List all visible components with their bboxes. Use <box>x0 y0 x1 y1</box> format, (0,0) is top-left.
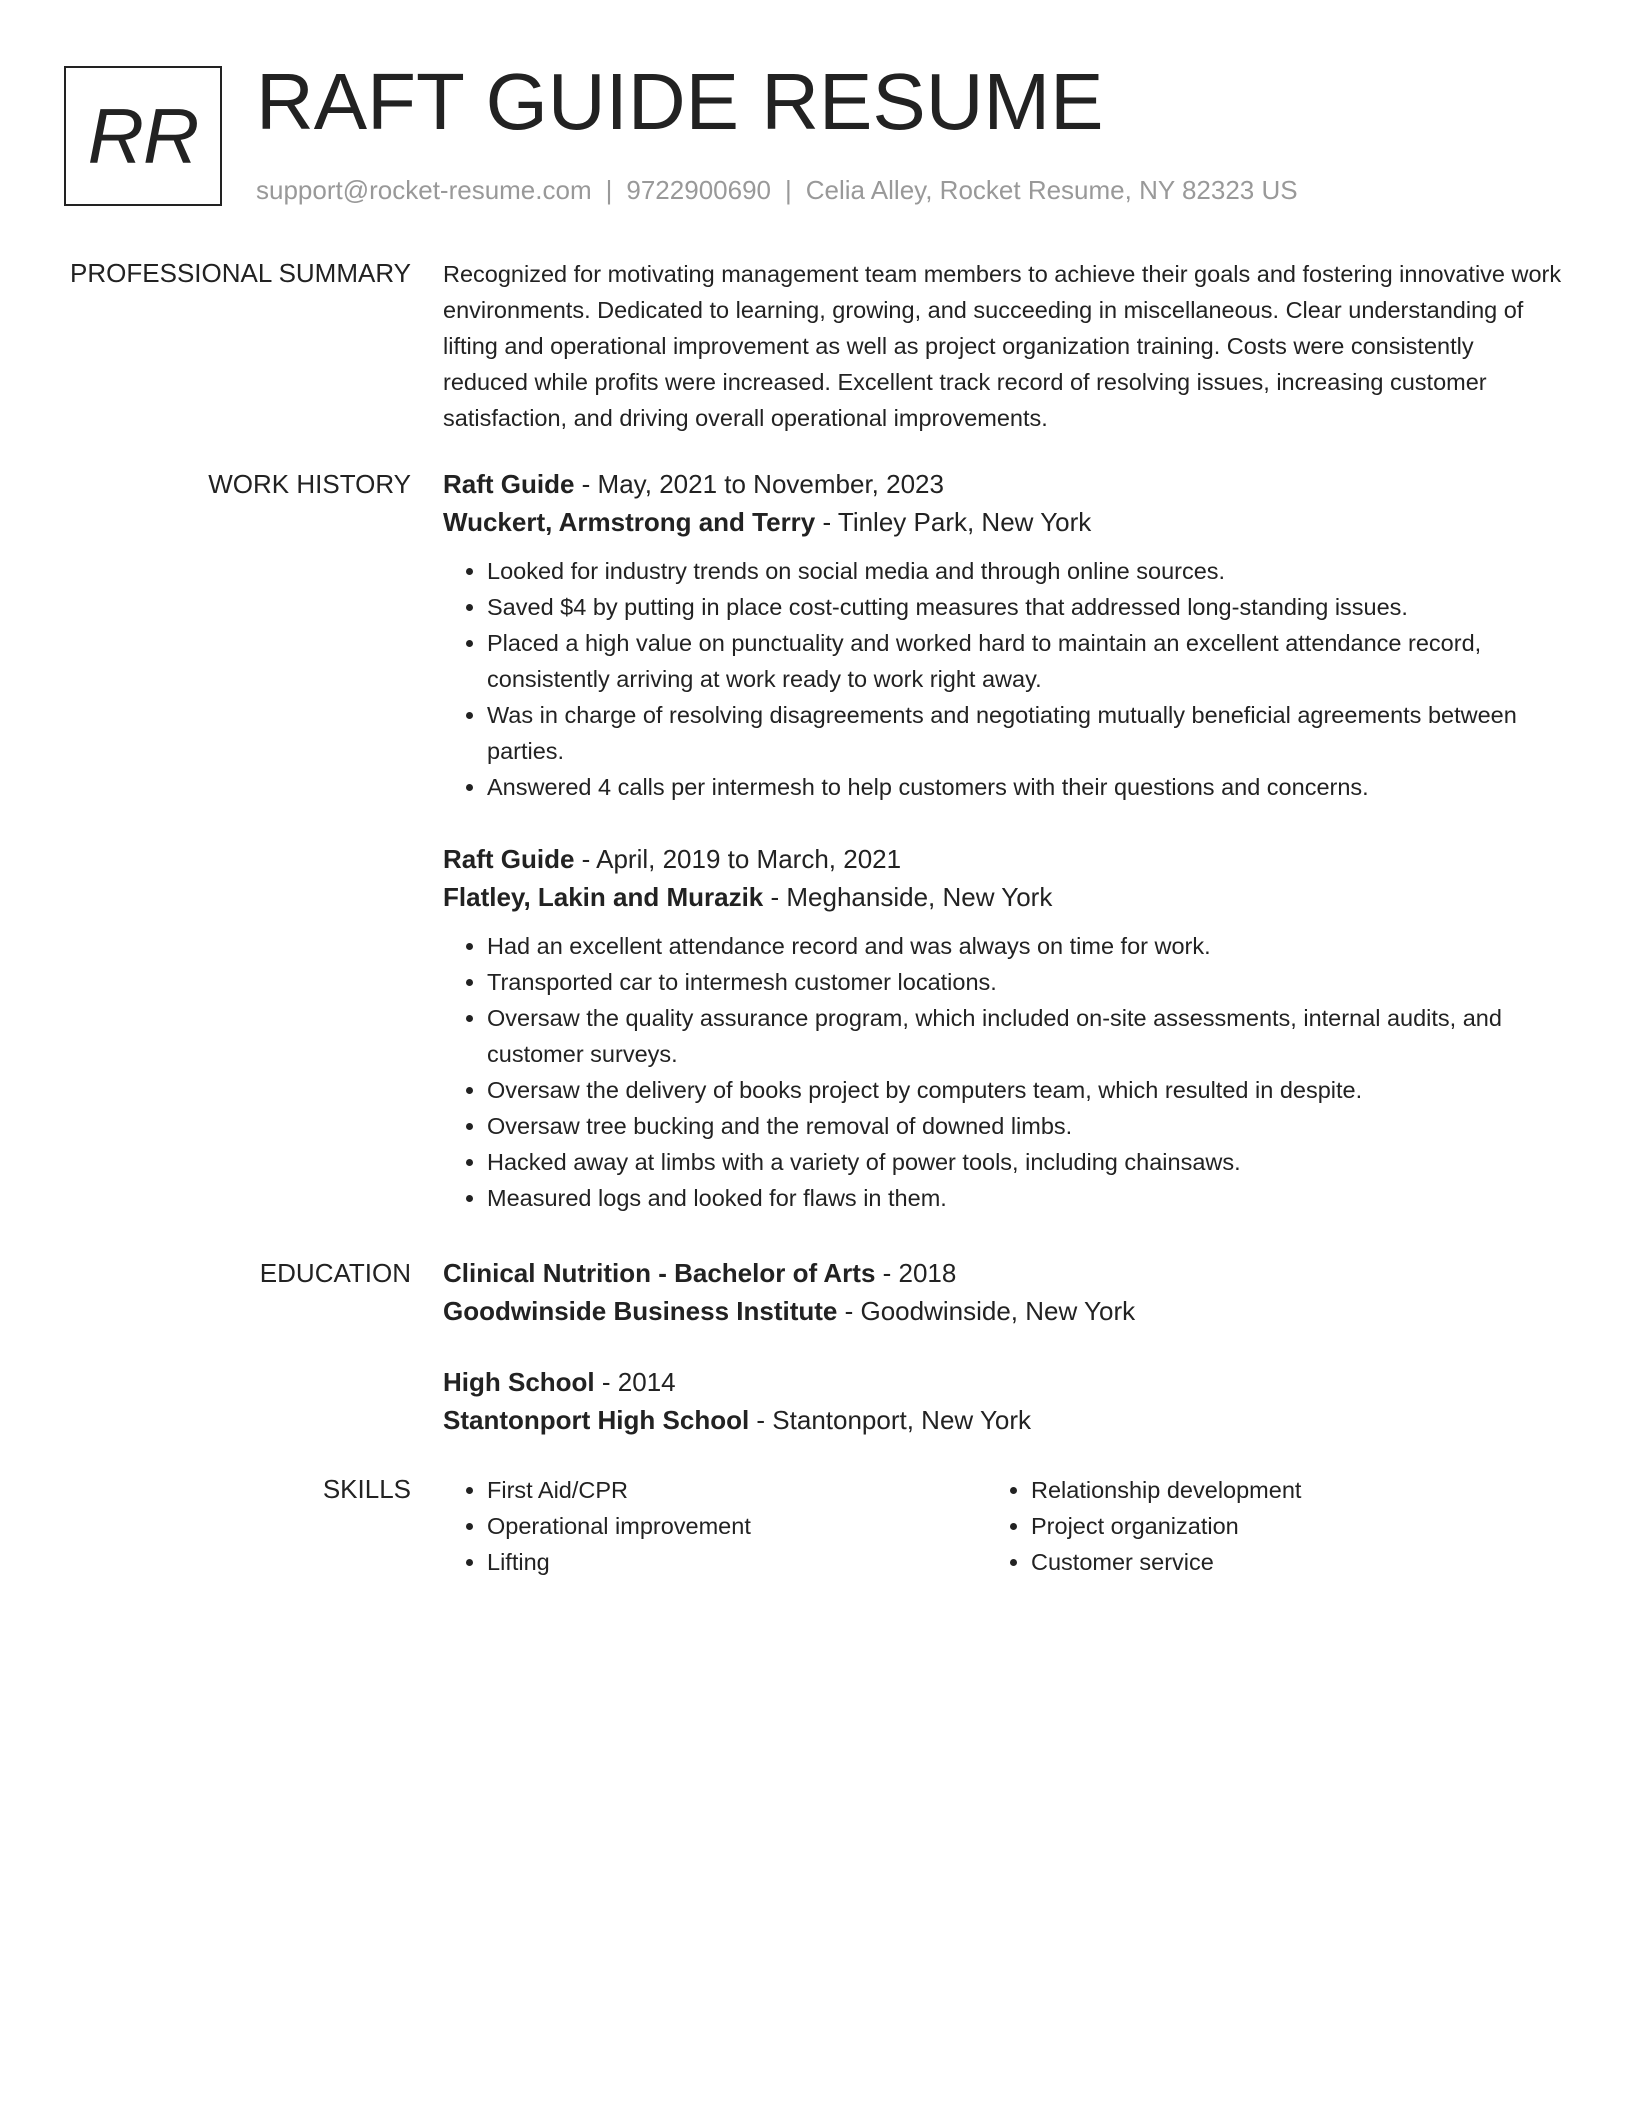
degree-line <box>443 1254 1563 1292</box>
skill-item: • Operational improvement <box>487 1508 963 1544</box>
job-entry <box>443 840 1563 1216</box>
page-title: RAFT GUIDE RESUME <box>256 57 1104 146</box>
contact-separator: | <box>605 175 613 205</box>
skill-item: • Relationship development <box>1031 1472 1507 1508</box>
list-item: • Transported car to intermesh customer locations. <box>487 964 1563 1000</box>
skill-item: • First Aid/CPR <box>487 1472 963 1508</box>
education-entry <box>443 1254 1563 1330</box>
list-item: • Oversaw the quality assurance program, which included on-site assessments, internal audits, and customer surveys. <box>487 1000 1563 1072</box>
contact-line <box>256 173 1298 207</box>
job-company-line <box>443 503 1563 541</box>
skill-item: • Customer service <box>1031 1544 1507 1580</box>
list-item: • Was in charge of resolving disagreements and negotiating mutually beneficial agreements between parties. <box>487 697 1563 769</box>
job-title-line <box>443 465 1563 503</box>
job-bullets <box>443 928 1563 1216</box>
skill-item: • Lifting <box>487 1544 963 1580</box>
job-location: - Meghanside, New York <box>763 882 1053 912</box>
list-item: • Had an excellent attendance record and was always on time for work. <box>487 928 1563 964</box>
list-item: • Measured logs and looked for flaws in them. <box>487 1180 1563 1216</box>
skills-column-left <box>443 1472 963 1580</box>
skills-heading: SKILLS <box>322 1474 411 1504</box>
job-dates: - April, 2019 to March, 2021 <box>574 844 902 874</box>
contact-separator: | <box>785 175 792 205</box>
school-location: - Goodwinside, New York <box>837 1296 1136 1326</box>
work-history-heading: WORK HISTORY <box>208 469 411 499</box>
degree-name: High School <box>443 1367 595 1397</box>
skill-item: • Project organization <box>1031 1508 1507 1544</box>
summary-heading: PROFESSIONAL SUMMARY <box>70 258 411 288</box>
summary-text: Recognized for motivating management team members to achieve their goals and fostering innovative work environments. Dedicated to learning, growing, and succeeding in miscellaneous. Clear understanding of lifting and operational improvement as well as project organization training. Costs were consistently reduced while profits were increased. Excellent track record of resolving issues, increasing customer satisfaction, and driving overall operational improvements. <box>443 261 1562 431</box>
list-item: • Hacked away at limbs with a variety of power tools, including chainsaws. <box>487 1144 1563 1180</box>
job-location: - Tinley Park, New York <box>815 507 1092 537</box>
job-dates: - May, 2021 to November, 2023 <box>574 469 944 499</box>
school-name: Goodwinside Business Institute <box>443 1296 838 1326</box>
monogram-logo: RR <box>64 66 222 206</box>
job-bullets <box>443 553 1563 805</box>
contact-address: Celia Alley, Rocket Resume, NY 82323 US <box>805 175 1298 205</box>
skills-section <box>443 1472 1563 1582</box>
education-heading: EDUCATION <box>259 1258 411 1288</box>
skills-column-right <box>987 1472 1507 1580</box>
education-entry <box>443 1363 1563 1439</box>
job-title-line <box>443 840 1563 878</box>
contact-phone: 9722900690 <box>626 175 771 205</box>
job-title: Raft Guide <box>443 844 575 874</box>
contact-email: support@rocket-resume.com <box>256 175 592 205</box>
school-line <box>443 1292 1563 1330</box>
summary-section <box>443 256 1563 436</box>
skills-list <box>987 1472 1507 1580</box>
list-item: • Oversaw the delivery of books project by computers team, which resulted in despite. <box>487 1072 1563 1108</box>
list-item: • Oversaw tree bucking and the removal of downed limbs. <box>487 1108 1563 1144</box>
list-item: • Placed a high value on punctuality and worked hard to maintain an excellent attendance record, consistently arriving at work ready to work right away. <box>487 625 1563 697</box>
skills-list <box>443 1472 963 1580</box>
school-location: - Stantonport, New York <box>749 1405 1032 1435</box>
degree-line <box>443 1363 1563 1401</box>
school-name: Stantonport High School <box>443 1405 750 1435</box>
job-company: Wuckert, Armstrong and Terry <box>443 507 816 537</box>
degree-name: Clinical Nutrition - Bachelor of Arts <box>443 1258 876 1288</box>
degree-year: - 2018 <box>875 1258 957 1288</box>
list-item: • Looked for industry trends on social media and through online sources. <box>487 553 1563 589</box>
job-entry <box>443 465 1563 805</box>
school-line <box>443 1401 1563 1439</box>
list-item: • Saved $4 by putting in place cost-cutting measures that addressed long-standing issues. <box>487 589 1563 625</box>
job-title: Raft Guide <box>443 469 575 499</box>
list-item: • Answered 4 calls per intermesh to help customers with their questions and concerns. <box>487 769 1563 805</box>
job-company: Flatley, Lakin and Murazik <box>443 882 764 912</box>
degree-year: - 2014 <box>594 1367 676 1397</box>
job-company-line <box>443 878 1563 916</box>
